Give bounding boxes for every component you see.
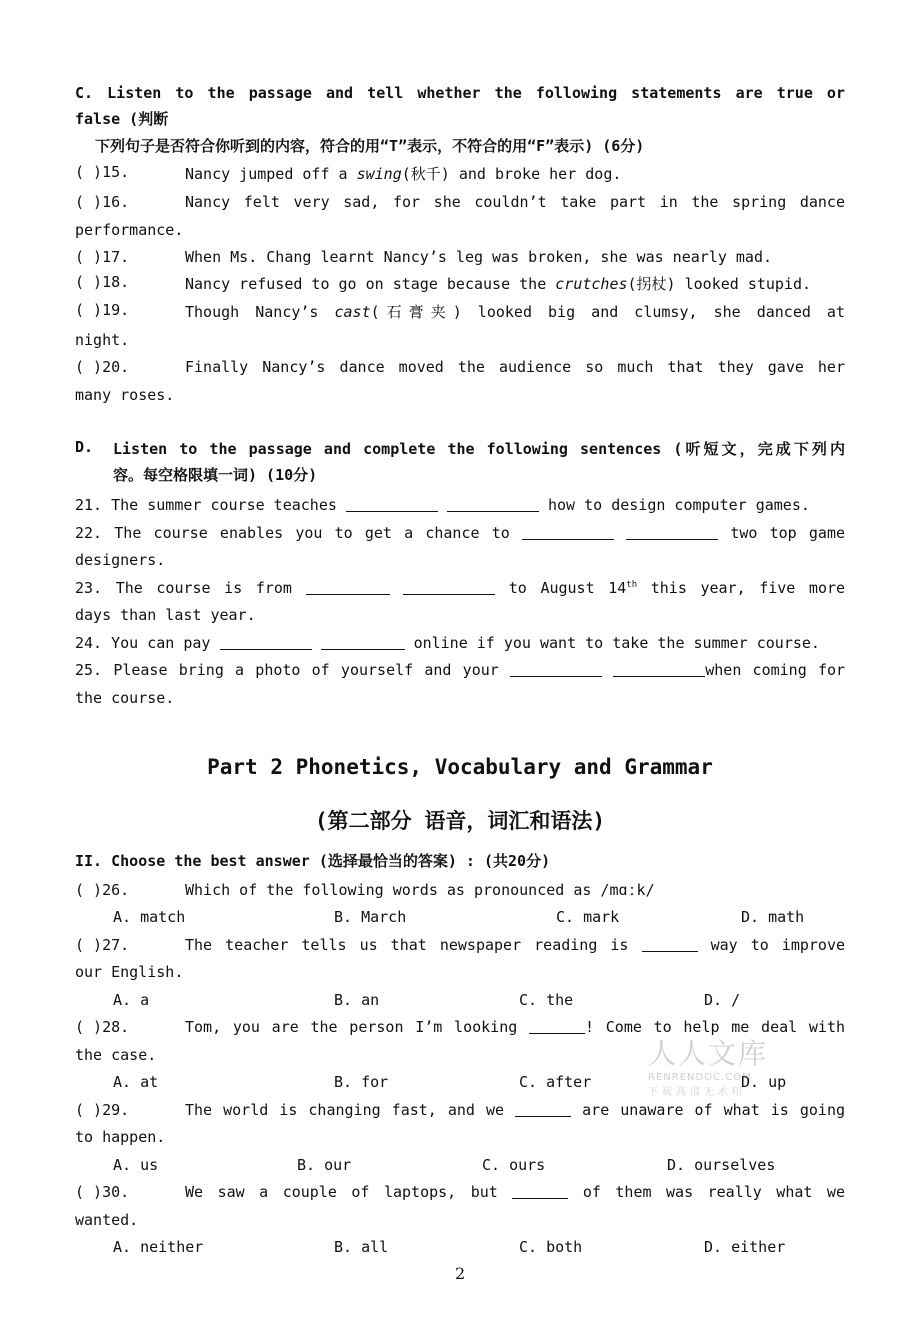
question-16-text: Nancy felt very sad, for she couldn’t take part in the spring dance (185, 193, 845, 211)
blank-21b[interactable] (447, 497, 539, 512)
section-c-heading-cont: false (判断 (75, 110, 169, 128)
answer-bracket[interactable]: ( ) (75, 301, 103, 319)
option-26-c[interactable]: C. mark (556, 908, 620, 926)
option-30-c[interactable]: C. both (519, 1238, 583, 1256)
answer-bracket[interactable]: ( ) (75, 248, 103, 266)
question-29-text: The world is changing fast, and we are unaware of what is going (185, 1101, 846, 1119)
option-30-b[interactable]: B. all (334, 1238, 389, 1256)
option-30-a[interactable]: A. neither (113, 1238, 204, 1256)
question-23: 23. The course is from to August 14th this year, five more (75, 579, 846, 597)
option-27-c[interactable]: C. the (519, 991, 574, 1009)
section-c-instruction: 下列句子是否符合你听到的内容，符合的用“T”表示，不符合的用“F”表示) (6分) (95, 137, 645, 155)
page-number: 2 (455, 1264, 466, 1283)
blank-25a[interactable] (510, 662, 602, 677)
question-17: ( )17. (75, 248, 130, 266)
blank-25b[interactable] (613, 662, 705, 677)
answer-bracket[interactable]: ( ) (75, 1018, 103, 1036)
answer-bracket[interactable]: ( ) (75, 1101, 103, 1119)
question-29: ( )29. (75, 1101, 130, 1119)
question-28-cont: the case. (75, 1046, 157, 1064)
watermark-logo: 人人文库 RENRENDOC.COM 下载高清无水印 (648, 1037, 769, 1098)
question-17-text: When Ms. Chang learnt Nancy’s leg was broken, she was nearly mad. (185, 248, 772, 266)
option-29-d[interactable]: D. ourselves (667, 1156, 776, 1174)
blank-27[interactable] (642, 937, 698, 952)
option-28-b[interactable]: B. for (334, 1073, 389, 1091)
answer-bracket[interactable]: ( ) (75, 936, 103, 954)
option-27-a[interactable]: A. a (113, 991, 150, 1009)
section-d-heading: Listen to the passage and complete the following sentences (听短文，完成下列内 (113, 440, 845, 458)
part-2-title: Part 2 Phonetics, Vocabulary and Grammar (207, 755, 713, 779)
question-15-text: Nancy jumped off a swing(秋千) and broke her dog. (185, 165, 622, 183)
question-19: ( )19. (75, 301, 130, 319)
question-30-cont: wanted. (75, 1211, 139, 1229)
blank-24a[interactable] (220, 635, 312, 650)
option-29-c[interactable]: C. ours (482, 1156, 546, 1174)
question-18-text: Nancy refused to go on stage because the crutches(拐杖) looked stupid. (185, 275, 812, 293)
question-28: ( )28. (75, 1018, 130, 1036)
option-27-b[interactable]: B. an (334, 991, 380, 1009)
blank-23b[interactable] (403, 580, 495, 595)
option-28-d[interactable]: D. up (741, 1073, 787, 1091)
question-16-cont: performance. (75, 221, 184, 239)
blank-22a[interactable] (522, 525, 614, 540)
question-19-cont: night. (75, 331, 130, 349)
option-26-d[interactable]: D. math (741, 908, 805, 926)
question-21: 21. The summer course teaches how to design computer games. (75, 496, 810, 514)
answer-bracket[interactable]: ( ) (75, 881, 103, 899)
answer-bracket[interactable]: ( ) (75, 193, 103, 211)
question-20-text: Finally Nancy’s dance moved the audience so much that they gave her (185, 358, 845, 376)
question-25: 25. Please bring a photo of yourself and your when coming for (75, 661, 846, 679)
blank-28[interactable] (529, 1019, 585, 1034)
question-23-cont: days than last year. (75, 606, 256, 624)
question-16: ( )16. (75, 193, 130, 211)
question-29-cont: to happen. (75, 1128, 166, 1146)
blank-22b[interactable] (626, 525, 718, 540)
option-29-b[interactable]: B. our (297, 1156, 352, 1174)
answer-bracket[interactable]: ( ) (75, 1183, 103, 1201)
question-22: 22. The course enables you to get a chance to two top game (75, 524, 846, 542)
question-20: ( )20. (75, 358, 130, 376)
option-30-d[interactable]: D. either (704, 1238, 786, 1256)
option-28-c[interactable]: C. after (519, 1073, 592, 1091)
blank-23a[interactable] (306, 580, 390, 595)
question-25-cont: the course. (75, 689, 175, 707)
question-15: ( )15. (75, 163, 130, 181)
section-ii-heading: II. Choose the best answer (选择最恰当的答案) : (共20分) (75, 852, 551, 870)
question-24: 24. You can pay online if you want to take the summer course. (75, 634, 820, 652)
question-22-cont: designers. (75, 551, 166, 569)
blank-29[interactable] (515, 1102, 571, 1117)
question-26-text: Which of the following words as pronounced as /mɑːk/ (185, 881, 655, 899)
question-19-text: Though Nancy’s cast(石膏夹) looked big and clumsy, she danced at (185, 303, 845, 321)
question-27-text: The teacher tells us that newspaper reading is way to improve (185, 936, 846, 954)
question-27: ( )27. (75, 936, 130, 954)
question-28-text: Tom, you are the person I’m looking ! Come to help me deal with (185, 1018, 846, 1036)
question-20-cont: many roses. (75, 386, 175, 404)
blank-30[interactable] (512, 1184, 568, 1199)
option-28-a[interactable]: A. at (113, 1073, 159, 1091)
part-2-subtitle: (第二部分 语音，词汇和语法) (315, 809, 605, 833)
question-18: ( )18. (75, 273, 130, 291)
answer-bracket[interactable]: ( ) (75, 163, 103, 181)
question-27-cont: our English. (75, 963, 184, 981)
option-27-d[interactable]: D. / (704, 991, 741, 1009)
option-26-a[interactable]: A. match (113, 908, 186, 926)
section-c-heading: C. Listen to the passage and tell whether the following statements are true or (75, 84, 845, 102)
question-26: ( )26. (75, 881, 130, 899)
question-30: ( )30. (75, 1183, 130, 1201)
answer-bracket[interactable]: ( ) (75, 358, 103, 376)
question-30-text: We saw a couple of laptops, but of them was really what we (185, 1183, 845, 1201)
option-26-b[interactable]: B. March (334, 908, 407, 926)
section-d-label: D. (75, 438, 94, 456)
blank-21a[interactable] (346, 497, 438, 512)
blank-24b[interactable] (321, 635, 405, 650)
option-29-a[interactable]: A. us (113, 1156, 159, 1174)
section-d-heading-cont: 容。每空格限填一词) (10分) (113, 466, 318, 484)
answer-bracket[interactable]: ( ) (75, 273, 103, 291)
